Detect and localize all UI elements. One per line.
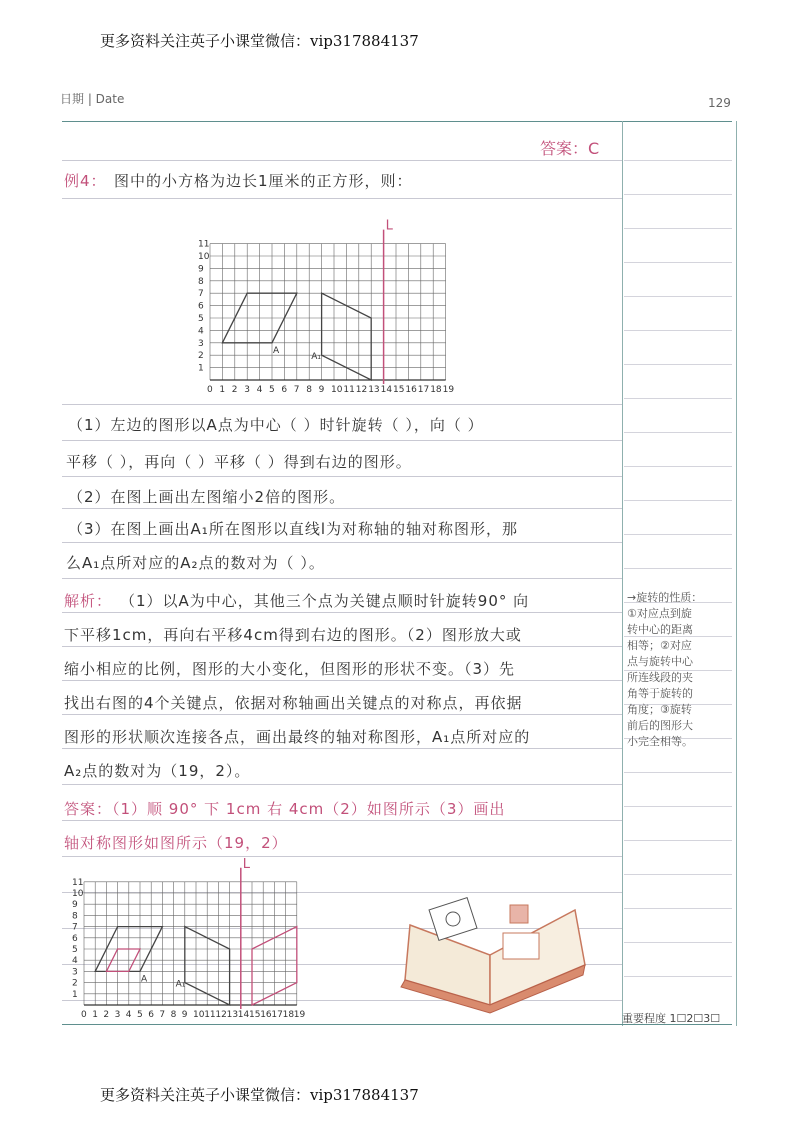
y-tick-label: 6 — [72, 933, 78, 944]
x-tick-label: 1 — [92, 1010, 98, 1020]
side-ruled-line — [624, 330, 732, 331]
answer-line-1: 答案：（1）顺 90° 下 1cm 右 4cm（2）如图所示（3）画出 — [64, 800, 506, 818]
x-tick-label: 0 — [81, 1010, 87, 1020]
ruled-line — [62, 508, 622, 509]
x-tick-label: 5 — [269, 385, 275, 395]
side-note-line: 小完全相等。 — [627, 735, 693, 748]
example-stem: 图中的小方格为边长1厘米的正方形，则： — [114, 172, 413, 190]
y-tick-label: 5 — [198, 314, 204, 324]
side-ruled-line — [624, 772, 732, 773]
x-tick-label: 14 — [380, 385, 393, 395]
y-tick-label: 9 — [198, 264, 204, 275]
x-tick-label: 10 — [193, 1010, 205, 1020]
side-note — [627, 590, 735, 750]
side-ruled-line — [624, 908, 732, 909]
side-note-line: 前后的图形大 — [627, 719, 693, 732]
ruled-line — [62, 440, 622, 441]
side-ruled-line — [624, 296, 732, 297]
coordinate-grid-answer — [66, 855, 326, 1025]
date-label: 日期 | Date — [60, 92, 125, 106]
ruled-line — [62, 784, 622, 785]
coordinate-grid-top — [190, 205, 480, 395]
header-rule — [62, 121, 732, 122]
x-tick-label: 17 — [417, 385, 430, 395]
analysis-label: 解析： — [64, 592, 113, 610]
x-tick-label: 8 — [170, 1010, 177, 1020]
point-a1-label: A₁ — [175, 979, 186, 990]
x-tick-label: 7 — [293, 385, 300, 395]
x-tick-label: 2 — [231, 385, 238, 395]
importance-rating: 重要程度 1☐2☐3☐ — [622, 1012, 721, 1025]
side-ruled-line — [624, 432, 732, 433]
side-note-line: 相等；②对应 — [627, 639, 692, 652]
ruled-line — [62, 198, 622, 199]
ruled-line — [62, 160, 622, 161]
point-a-label: A — [273, 345, 280, 356]
x-tick-label: 9 — [181, 1010, 188, 1020]
x-tick-label: 11 — [204, 1010, 216, 1020]
side-ruled-line — [624, 874, 732, 875]
x-tick-label: 12 — [355, 385, 368, 395]
x-tick-label: 0 — [207, 385, 213, 395]
side-ruled-line — [624, 534, 732, 535]
point-a-label: A — [141, 974, 148, 985]
y-tick-label: 7 — [198, 289, 204, 300]
side-ruled-line — [624, 500, 732, 501]
x-tick-label: 1 — [219, 385, 226, 395]
x-tick-label: 16 — [405, 385, 417, 395]
x-tick-label: 9 — [318, 385, 325, 395]
right-border — [736, 121, 737, 1026]
analysis-line-1: （1）以A为中心，其他三个点为关键点顺时针旋转90° 向 — [120, 592, 530, 610]
ruled-line — [62, 404, 622, 405]
x-tick-label: 4 — [256, 385, 263, 395]
analysis-line-3: 缩小相应的比例，图形的大小变化，但图形的形状不变。（3）先 — [64, 660, 516, 678]
x-tick-label: 15 — [393, 385, 405, 395]
margin-divider — [622, 121, 623, 1026]
x-tick-label: 16 — [260, 1010, 272, 1020]
y-tick-label: 4 — [198, 326, 204, 337]
side-note-line: 点与旋转中心 — [627, 655, 693, 668]
x-tick-label: 8 — [306, 385, 312, 395]
x-tick-label: 6 — [281, 385, 288, 395]
side-ruled-line — [624, 194, 732, 195]
y-tick-label: 1 — [198, 363, 204, 374]
symmetry-line-label: L — [242, 856, 251, 872]
y-tick-label: 5 — [72, 945, 78, 955]
side-ruled-line — [624, 398, 732, 399]
question-3-line-2: 么A₁点所对应的A₂点的数对为（ ）。 — [66, 554, 325, 572]
side-ruled-line — [624, 160, 732, 161]
analysis-line-6: A₂点的数对为（19，2）。 — [64, 762, 251, 780]
side-note-line: 转中心的距离 — [627, 623, 693, 636]
bottom-banner: 更多资料关注英子小课堂微信：vip317884137 — [100, 1086, 419, 1104]
y-tick-label: 7 — [72, 922, 78, 933]
x-tick-label: 3 — [114, 1010, 121, 1020]
analysis-line-4: 找出右图的4个关键点，依据对称轴画出关键点的对称点，再依据 — [64, 694, 523, 712]
side-ruled-line — [624, 942, 732, 943]
y-tick-label: 8 — [198, 276, 204, 287]
ruled-line — [62, 612, 622, 613]
x-tick-label: 11 — [343, 385, 355, 395]
side-note-line: ①对应点到旋 — [627, 607, 692, 620]
x-tick-label: 19 — [293, 1010, 306, 1020]
ruled-line — [62, 748, 622, 749]
x-tick-label: 18 — [282, 1010, 295, 1020]
x-tick-label: 15 — [249, 1010, 261, 1020]
ruled-line — [62, 820, 622, 821]
analysis-line-5: 图形的形状顺次连接各点，画出最终的轴对称图形，A₁点所对应的 — [64, 728, 531, 746]
ruled-line — [62, 646, 622, 647]
ruled-line — [62, 578, 622, 579]
side-ruled-line — [624, 228, 732, 229]
x-tick-label: 5 — [137, 1010, 143, 1020]
x-tick-label: 17 — [271, 1010, 283, 1020]
side-note-title: →旋转的性质： — [627, 591, 703, 604]
x-tick-label: 13 — [368, 385, 380, 395]
side-ruled-line — [624, 364, 732, 365]
side-note-line: 所连线段的夹 — [627, 671, 693, 684]
example-label: 例4： — [64, 172, 107, 190]
side-ruled-line — [624, 840, 732, 841]
side-note-line: 角等于旋转的 — [627, 687, 693, 700]
y-tick-label: 2 — [72, 978, 78, 989]
ruled-line — [62, 542, 622, 543]
side-ruled-line — [624, 806, 732, 807]
y-tick-label: 9 — [72, 900, 78, 911]
x-tick-label: 2 — [103, 1010, 110, 1020]
page-number: 129 — [708, 96, 731, 110]
ruled-line — [62, 680, 622, 681]
answer-top: 答案：C — [540, 139, 600, 158]
question-3-line-1: （3）在图上画出A₁所在图形以直线l为对称轴的轴对称图形，那 — [68, 520, 518, 538]
x-tick-label: 4 — [125, 1010, 132, 1020]
question-1-line-1: （1）左边的图形以A点为中心（ ）时针旋转（ ），向（ ） — [68, 416, 484, 434]
open-book-illustration — [395, 885, 595, 1015]
y-tick-label: 3 — [72, 967, 78, 978]
y-tick-label: 11 — [72, 877, 84, 888]
ruled-line — [62, 714, 622, 715]
y-tick-label: 2 — [198, 351, 204, 362]
side-note-line: 角度；③旋转 — [627, 703, 692, 716]
answer-line-2: 轴对称图形如图所示（19，2） — [64, 834, 288, 852]
y-tick-label: 6 — [198, 301, 204, 312]
y-tick-label: 4 — [72, 956, 78, 967]
x-tick-label: 14 — [237, 1010, 250, 1020]
symmetry-line-label: L — [385, 218, 393, 234]
x-tick-label: 7 — [159, 1010, 166, 1020]
side-ruled-line — [624, 466, 732, 467]
top-banner: 更多资料关注英子小课堂微信：vip317884137 — [100, 32, 419, 50]
side-ruled-line — [624, 976, 732, 977]
x-tick-label: 6 — [148, 1010, 154, 1020]
x-tick-label: 12 — [215, 1010, 227, 1020]
y-tick-label: 1 — [72, 989, 78, 1000]
side-ruled-line — [624, 262, 732, 263]
question-2: （2）在图上画出左图缩小2倍的图形。 — [68, 488, 346, 506]
y-tick-label: 11 — [198, 239, 210, 250]
y-tick-label: 10 — [198, 252, 210, 262]
y-tick-label: 3 — [198, 338, 204, 349]
x-tick-label: 19 — [442, 385, 455, 395]
question-1-line-2: 平移（ ），再向（ ）平移（ ）得到右边的图形。 — [66, 453, 412, 471]
ruled-line — [62, 476, 622, 477]
x-tick-label: 13 — [226, 1010, 239, 1020]
side-ruled-line — [624, 568, 732, 569]
x-tick-label: 3 — [244, 385, 250, 395]
y-tick-label: 10 — [72, 889, 84, 899]
y-tick-label: 8 — [72, 911, 78, 922]
x-tick-label: 10 — [331, 385, 343, 395]
point-a1-label: A₁ — [311, 352, 321, 363]
x-tick-label: 18 — [430, 385, 442, 395]
analysis-line-2: 下平移1cm，再向右平移4cm得到右边的图形。（2）图形放大或 — [64, 626, 522, 644]
